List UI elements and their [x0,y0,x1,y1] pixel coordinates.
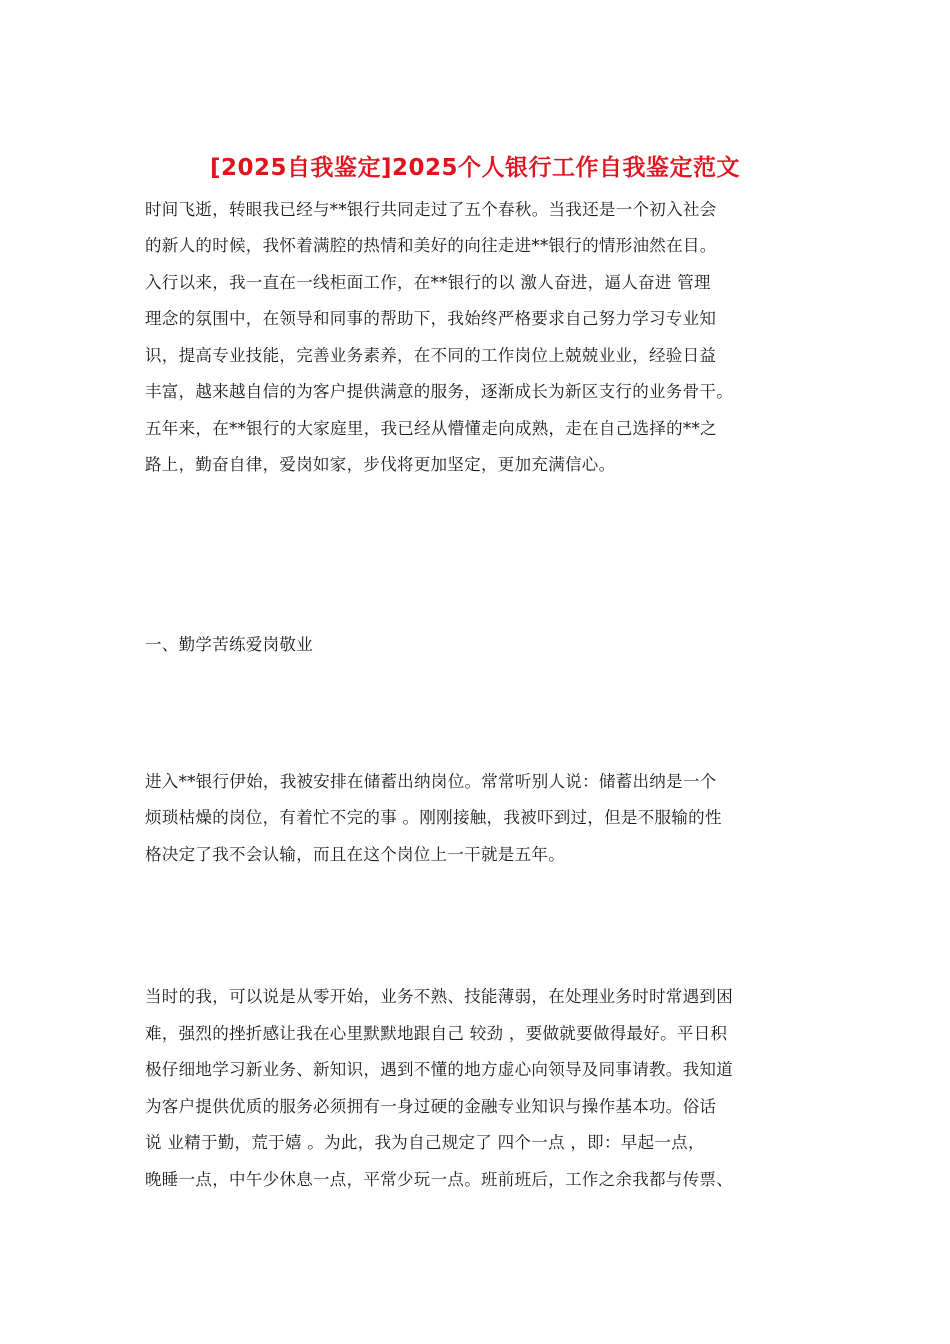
text-line: 难，强烈的挫折感让我在心里默默地跟自己 较劲 ，要做就要做得最好。平日积 [145,1024,728,1043]
text-line: 理念的氛围中，在领导和同事的帮助下，我始终严格要求自己努力学习专业知 [145,309,717,328]
text-line: 的新人的时候，我怀着满腔的热情和美好的向往走进**银行的情形油然在目。 [145,236,717,255]
text-line: 格决定了我不会认输，而且在这个岗位上一干就是五年。 [145,845,565,864]
document-title: [2025自我鉴定]2025个人银行工作自我鉴定范文 [209,155,741,181]
text-line: 五年来，在**银行的大家庭里，我已经从懵懂走向成熟，走在自己选择的**之 [145,419,717,438]
text-line: 进入**银行伊始，我被安排在储蓄出纳岗位。常常听别人说：储蓄出纳是一个 [145,772,717,791]
text-line: 为客户提供优质的服务必须拥有一身过硬的金融专业知识与操作基本功。俗话 [145,1097,717,1116]
text-line: 识，提高专业技能，完善业务素养，在不同的工作岗位上兢兢业业，经验日益 [145,346,717,365]
section-heading-text: 一、勤学苦练爱岗敬业 [145,635,313,654]
text-line: 极仔细地学习新业务、新知识，遇到不懂的地方虚心向领导及同事请教。我知道 [145,1060,733,1079]
text-line: 路上，勤奋自律，爱岗如家，步伐将更加坚定，更加充满信心。 [145,455,616,474]
text-line: 时间飞逝，转眼我已经与**银行共同走过了五个春秋。当我还是一个初入社会 [145,200,717,219]
text-line: 晚睡一点，中午少休息一点，平常少玩一点。班前班后，工作之余我都与传票、 [145,1170,733,1189]
text-line: 烦琐枯燥的岗位，有着忙不完的事 。刚刚接触，我被吓到过，但是不服输的性 [145,808,722,827]
text-line: 丰富，越来越自信的为客户提供满意的服务，逐渐成长为新区支行的业务骨干。 [145,382,733,401]
text-line: 入行以来，我一直在一线柜面工作，在**银行的以 激人奋进，逼人奋进 管理 [145,273,711,292]
text-line: 当时的我，可以说是从零开始，业务不熟、技能薄弱，在处理业务时时常遇到困 [145,987,733,1006]
text-line: 说 业精于勤，荒于嬉 。为此，我为自己规定了 四个一点 ，即：早起一点， [145,1133,705,1152]
